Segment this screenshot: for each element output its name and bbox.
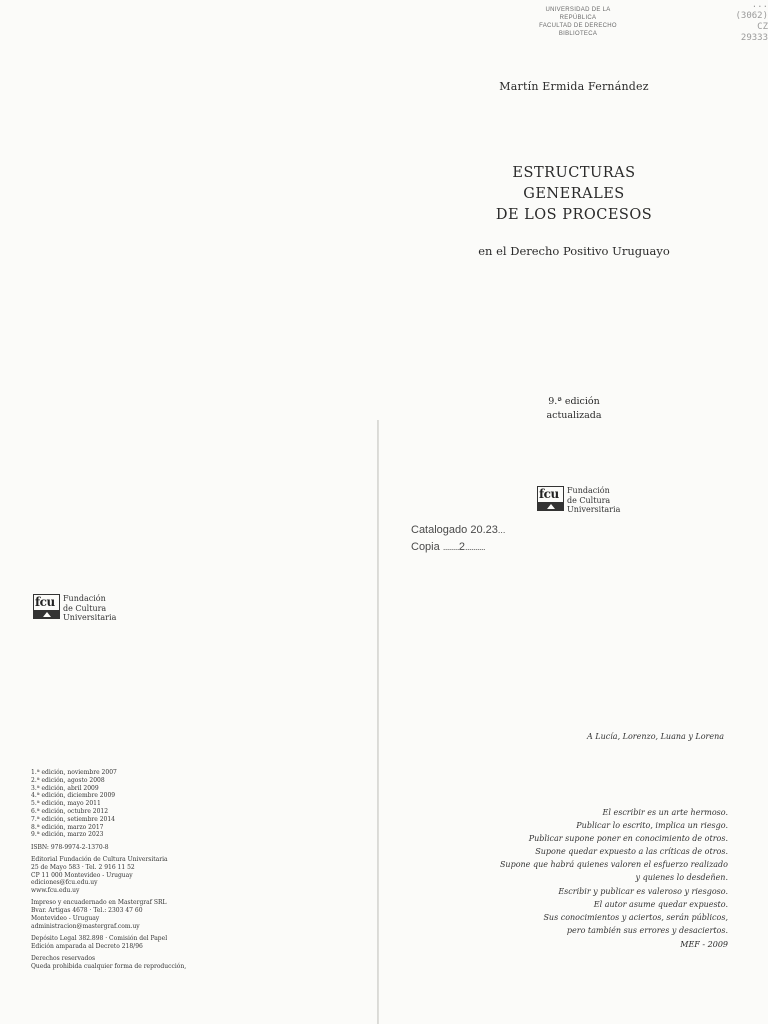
edition-history-item: 4.ª edición, diciembre 2009 <box>31 792 116 800</box>
publisher-name-line: de Cultura <box>567 495 611 505</box>
poem-line: Supone quedar expuesto a las críticas de otros. <box>535 847 728 857</box>
epigraph-poem <box>398 806 728 937</box>
poem-line: Publicar lo escrito, implica un riesgo. <box>576 821 728 831</box>
book-author: Martín Ermida Fernández <box>499 80 649 93</box>
poem-line: Supone que habrá quienes valoren el esfuerzo realizado <box>499 860 728 870</box>
publisher-name-line: Universitaria <box>63 613 117 622</box>
library-stamp <box>528 6 628 38</box>
edition-history-item: 2.ª edición, agosto 2008 <box>31 776 105 784</box>
poem-line: pero también sus errores y desaciertos. <box>566 925 728 935</box>
poem-line: Sus conocimientos y aciertos, serán públicos, <box>543 912 728 922</box>
printer-contact-line: Bvar. Artigas 4678 · Tel.: 2303 47 60 <box>31 907 143 915</box>
poem-line: Publicar supone poner en conocimiento de otros. <box>528 834 728 844</box>
publisher-contact-line: ediciones@fcu.edu.uy <box>31 879 98 887</box>
publisher-contact-line: CP 11 000 Montevideo - Uruguay <box>31 871 133 879</box>
rights-notice <box>31 955 361 971</box>
handnote-line: (3062) <box>735 11 768 21</box>
edition-history-item: 8.ª edición, marzo 2017 <box>31 823 104 831</box>
publisher-contact <box>31 856 361 895</box>
legal-deposit-line: Edición amparada al Decreto 218/96 <box>31 942 143 950</box>
edition-history-item: 1.ª edición, noviembre 2007 <box>31 769 117 776</box>
handnote-line: CZ <box>757 22 768 32</box>
publisher-contact-line: www.fcu.edu.uy <box>31 887 80 895</box>
publisher-name-line: Fundación <box>63 594 106 603</box>
poem-signature: MEF - 2009 <box>680 940 728 949</box>
copia-label: Copia <box>411 541 440 553</box>
dedication: A Lucía, Lorenzo, Luana y Lorena <box>586 732 724 741</box>
edition-number: 9.ª edición <box>548 396 600 407</box>
title-line: GENERALES <box>523 186 625 202</box>
imprint <box>31 769 361 975</box>
book-title <box>380 163 768 226</box>
printer-contact-line: Impreso y encuadernado en Mastergraf SRL <box>31 899 167 907</box>
title-line: DE LOS PROCESOS <box>495 207 653 223</box>
book-subtitle: en el Derecho Positivo Uruguayo <box>478 244 670 258</box>
fcu-logo-icon <box>537 486 564 511</box>
handnote-line: 29333 <box>740 33 768 43</box>
poem-line: Escribir y publicar es valeroso y riesgoso. <box>558 886 728 896</box>
rights-notice-line: Derechos reservados <box>31 955 96 963</box>
publisher-name-line: de Cultura <box>63 603 107 613</box>
edition-note: actualizada <box>546 410 602 421</box>
printer-contact-line: administracion@mastergraf.com.uy <box>31 922 140 930</box>
handwritten-shelf-note <box>718 0 768 44</box>
edition-history <box>31 769 361 839</box>
library-stamp-line: FACULTAD DE DERECHO <box>539 23 617 29</box>
library-stamp-line: BIBLIOTECA <box>558 31 598 37</box>
catalogado-label: Catalogado <box>411 524 468 536</box>
publisher-logo <box>537 486 620 515</box>
publisher-name-line: Universitaria <box>567 505 621 514</box>
publisher-contact-line: 25 de Mayo 583 · Tel. 2 916 11 52 <box>31 863 135 871</box>
edition-history-item: 3.ª edición, abril 2009 <box>31 784 99 792</box>
rights-notice-line: Queda prohibida cualquier forma de reproducción, <box>31 963 187 971</box>
publisher-contact-line: Editorial Fundación de Cultura Universitaria <box>31 855 168 863</box>
copia-value: 2 <box>458 541 465 553</box>
edition-history-item: 9.ª edición, marzo 2023 <box>31 831 104 839</box>
edition-history-item: 6.ª edición, octubre 2012 <box>31 807 109 815</box>
library-stamp-line: UNIVERSIDAD DE LA REPÚBLICA <box>545 7 611 21</box>
edition-history-item: 5.ª edición, mayo 2011 <box>31 800 101 808</box>
publisher-name <box>63 594 116 623</box>
publisher-name-line: Fundación <box>567 486 610 495</box>
legal-deposit-line: Depósito Legal 382.898 · Comisión del Papel <box>31 935 168 943</box>
printer-contact <box>31 899 361 930</box>
catalogado-value: 20.23 <box>470 524 498 536</box>
poem-line: El escribir es un arte hermoso. <box>602 808 728 817</box>
title-line: ESTRUCTURAS <box>512 165 636 181</box>
fcu-logo-mark: fcu <box>35 595 55 609</box>
fcu-logo-icon <box>33 594 60 619</box>
poem-line: El autor asume quedar expuesto. <box>593 899 728 909</box>
legal-deposit <box>31 935 361 951</box>
publisher-name <box>567 486 620 515</box>
isbn: ISBN: 978-9974-2-1370-8 <box>31 843 109 851</box>
catalog-stamp: Catalogado 20.23 ... Copia ........ 2 .......... <box>411 522 505 556</box>
fcu-logo-mark: fcu <box>539 487 559 501</box>
edition-info <box>380 395 768 423</box>
poem-line: y quienes lo desdeñen. <box>635 873 728 883</box>
edition-history-item: 7.ª edición, setiembre 2014 <box>31 815 115 823</box>
publisher-logo-left <box>33 594 116 623</box>
page-gutter <box>377 420 379 1024</box>
handnote-line: ... <box>751 0 768 10</box>
printer-contact-line: Montevideo - Uruguay <box>31 915 100 923</box>
